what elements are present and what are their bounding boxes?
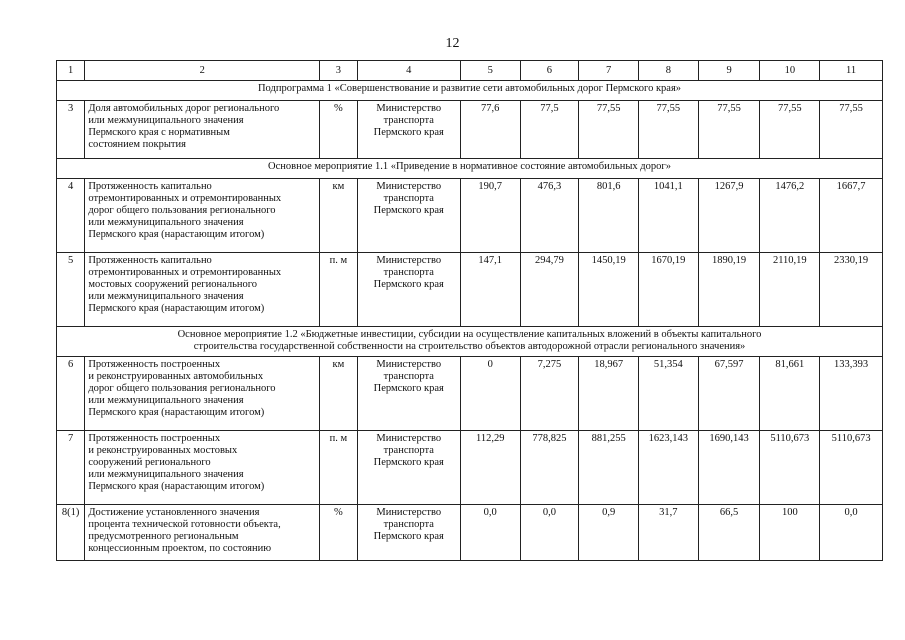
executor-cell-line: Пермского края	[373, 531, 444, 542]
indicator-table	[56, 60, 883, 561]
indicator-name	[85, 253, 320, 327]
value-cell: 5110,673	[820, 431, 883, 505]
value-cell: 778,825	[520, 431, 579, 505]
value-cell: 51,354	[639, 357, 699, 431]
indicator-name-line: Пермского края с нормативным	[88, 127, 230, 138]
indicator-name-line: Достижение установленного значения	[88, 507, 260, 518]
value-cell: 77,55	[639, 101, 699, 159]
executor-cell-line: Министерство	[376, 103, 442, 114]
value-cell: 1890,19	[698, 253, 760, 327]
unit-cell: км	[320, 179, 357, 253]
indicator-name-line: предусмотренного региональным	[88, 531, 239, 542]
value-cell: 881,255	[579, 431, 639, 505]
indicator-name-line: Пермского края (нарастающим итогом)	[88, 229, 265, 240]
row-number: 3	[57, 101, 85, 159]
executor-cell-line: Пермского края	[373, 127, 444, 138]
indicator-name-line: Протяженность капитально	[88, 181, 212, 192]
indicator-name-line: процента технической готовности объекта,	[88, 519, 281, 530]
value-cell: 100	[760, 505, 820, 561]
column-header-9: 9	[698, 61, 760, 81]
executor-cell-line: транспорта	[383, 115, 434, 126]
column-header-5: 5	[460, 61, 520, 81]
section-title-line: строительства государственной собственности на строительство объектов автодорожной отрасли регионального значения»	[193, 341, 746, 352]
indicator-name-line: сооружений регионального	[88, 457, 211, 468]
section-title-line: Подпрограмма 1 «Совершенствование и развитие сети автомобильных дорог Пермского края»	[257, 83, 682, 94]
page-number: 12	[445, 36, 460, 51]
column-header-7: 7	[579, 61, 639, 81]
indicator-name-line: или межмуниципального значения	[88, 469, 244, 480]
executor-cell	[357, 505, 460, 561]
value-cell: 801,6	[579, 179, 639, 253]
indicator-name-line: или межмуниципального значения	[88, 395, 244, 406]
value-cell: 1690,143	[698, 431, 760, 505]
value-cell: 0,9	[579, 505, 639, 561]
indicator-name	[85, 431, 320, 505]
indicator-name-line: мостовых сооружений регионального	[88, 279, 258, 290]
indicator-name	[85, 505, 320, 561]
unit-cell: км	[320, 357, 357, 431]
value-cell: 1623,143	[639, 431, 699, 505]
indicator-name-line: дорог общего пользования регионального	[88, 205, 276, 216]
value-cell: 1450,19	[579, 253, 639, 327]
executor-cell-line: транспорта	[383, 371, 434, 382]
value-cell: 0,0	[820, 505, 883, 561]
table-row	[57, 179, 883, 253]
section-row	[57, 81, 883, 101]
column-header-1: 1	[57, 61, 85, 81]
section-row	[57, 159, 883, 179]
value-cell: 133,393	[820, 357, 883, 431]
value-cell: 147,1	[460, 253, 520, 327]
unit-cell: %	[320, 101, 357, 159]
indicator-name-line: состоянием покрытия	[88, 139, 186, 150]
value-cell: 0	[460, 357, 520, 431]
executor-cell-line: транспорта	[383, 193, 434, 204]
indicator-name	[85, 357, 320, 431]
section-title	[57, 159, 883, 179]
unit-cell: п. м	[320, 253, 357, 327]
value-cell: 1670,19	[639, 253, 699, 327]
row-number: 4	[57, 179, 85, 253]
executor-cell	[357, 431, 460, 505]
value-cell: 77,55	[820, 101, 883, 159]
value-cell: 77,55	[760, 101, 820, 159]
indicator-name-line: или межмуниципального значения	[88, 291, 244, 302]
section-title-line: Основное мероприятие 1.2 «Бюджетные инвестиции, субсидии на осуществление капитальных вложений в объекты капитального	[177, 329, 762, 340]
executor-cell-line: Министерство	[376, 433, 442, 444]
column-header-8: 8	[639, 61, 699, 81]
value-cell: 0,0	[460, 505, 520, 561]
value-cell: 81,661	[760, 357, 820, 431]
indicator-name-line: Протяженность построенных	[88, 359, 221, 370]
executor-cell	[357, 357, 460, 431]
table-body	[57, 81, 883, 561]
value-cell: 1476,2	[760, 179, 820, 253]
indicator-name-line: отремонтированных и отремонтированных	[88, 267, 282, 278]
executor-cell-line: транспорта	[383, 519, 434, 530]
value-cell: 2330,19	[820, 253, 883, 327]
executor-cell-line: Министерство	[376, 181, 442, 192]
value-cell: 1667,7	[820, 179, 883, 253]
row-number: 5	[57, 253, 85, 327]
unit-cell: %	[320, 505, 357, 561]
executor-cell-line: Министерство	[376, 255, 442, 266]
column-header-3: 3	[320, 61, 357, 81]
value-cell: 77,55	[579, 101, 639, 159]
column-header-6: 6	[520, 61, 579, 81]
value-cell: 294,79	[520, 253, 579, 327]
value-cell: 1267,9	[698, 179, 760, 253]
value-cell: 77,5	[520, 101, 579, 159]
indicator-name-line: Пермского края (нарастающим итогом)	[88, 303, 265, 314]
executor-cell-line: Пермского края	[373, 279, 444, 290]
column-header-4: 4	[357, 61, 460, 81]
executor-cell-line: Пермского края	[373, 205, 444, 216]
executor-cell-line: транспорта	[383, 267, 434, 278]
table-row	[57, 357, 883, 431]
column-header-2: 2	[85, 61, 320, 81]
table-row	[57, 101, 883, 159]
section-title	[57, 81, 883, 101]
indicator-name-line: Протяженность построенных	[88, 433, 221, 444]
indicator-name-line: отремонтированных и отремонтированных	[88, 193, 282, 204]
value-cell: 18,967	[579, 357, 639, 431]
indicator-name-line: Пермского края (нарастающим итогом)	[88, 481, 265, 492]
indicator-name-line: Протяженность капитально	[88, 255, 212, 266]
value-cell: 476,3	[520, 179, 579, 253]
value-cell: 77,6	[460, 101, 520, 159]
table-header	[57, 61, 883, 81]
value-cell: 77,55	[698, 101, 760, 159]
value-cell: 190,7	[460, 179, 520, 253]
section-row	[57, 327, 883, 357]
executor-cell	[357, 179, 460, 253]
value-cell: 1041,1	[639, 179, 699, 253]
indicator-name	[85, 179, 320, 253]
column-header-11: 11	[820, 61, 883, 81]
executor-cell-line: транспорта	[383, 445, 434, 456]
indicator-name-line: концессионным проектом, по состоянию	[88, 543, 272, 554]
table-row	[57, 253, 883, 327]
executor-cell-line: Министерство	[376, 359, 442, 370]
value-cell: 2110,19	[760, 253, 820, 327]
executor-cell-line: Пермского края	[373, 457, 444, 468]
indicator-name-line: или межмуниципального значения	[88, 217, 244, 228]
indicator-name-line: и реконструированных мостовых	[88, 445, 238, 456]
section-title	[57, 327, 883, 357]
executor-cell	[357, 253, 460, 327]
row-number: 6	[57, 357, 85, 431]
executor-cell-line: Пермского края	[373, 383, 444, 394]
row-number: 7	[57, 431, 85, 505]
table-row	[57, 431, 883, 505]
header-row	[57, 61, 883, 81]
value-cell: 0,0	[520, 505, 579, 561]
table-row	[57, 505, 883, 561]
indicator-name-line: Пермского края (нарастающим итогом)	[88, 407, 265, 418]
column-header-10: 10	[760, 61, 820, 81]
indicator-name-line: дорог общего пользования регионального	[88, 383, 276, 394]
indicator-name-line: Доля автомобильных дорог регионального	[88, 103, 280, 114]
unit-cell: п. м	[320, 431, 357, 505]
value-cell: 112,29	[460, 431, 520, 505]
indicator-name	[85, 101, 320, 159]
executor-cell	[357, 101, 460, 159]
indicator-name-line: и реконструированных автомобильных	[88, 371, 264, 382]
indicator-name-line: или межмуниципального значения	[88, 115, 244, 126]
row-number: 8(1)	[57, 505, 85, 561]
value-cell: 66,5	[698, 505, 760, 561]
value-cell: 5110,673	[760, 431, 820, 505]
section-title-line: Основное мероприятие 1.1 «Приведение в нормативное состояние автомобильных дорог»	[268, 161, 671, 172]
value-cell: 67,597	[698, 357, 760, 431]
value-cell: 7,275	[520, 357, 579, 431]
executor-cell-line: Министерство	[376, 507, 442, 518]
value-cell: 31,7	[639, 505, 699, 561]
